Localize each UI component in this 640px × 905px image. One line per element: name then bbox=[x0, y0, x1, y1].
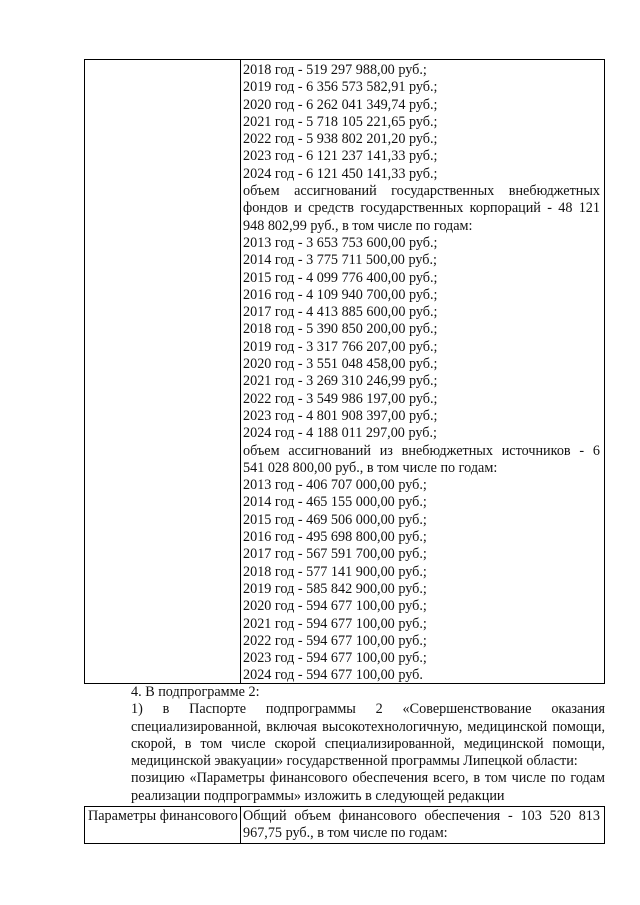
year-line: 2023 год - 6 121 237 141,33 руб.; bbox=[243, 148, 438, 165]
year-line: 2020 год - 6 262 041 349,74 руб.; bbox=[243, 96, 438, 113]
extrabudgetary-years-block bbox=[243, 477, 600, 685]
document-body bbox=[88, 684, 605, 805]
funds-line: 948 802,99 руб., в том числе по годам: bbox=[243, 217, 473, 234]
funds-line: фондов и средств государственных корпораций - 48 121 bbox=[243, 200, 600, 217]
extrabudgetary-line: объем ассигнований из внебюджетных источников - 6 bbox=[243, 442, 600, 459]
year-line: 2019 год - 585 842 900,00 руб.; bbox=[243, 580, 427, 597]
parameters-label: Параметры финансового bbox=[88, 808, 238, 824]
year-line: 2021 год - 594 677 100,00 руб.; bbox=[243, 615, 427, 632]
year-line: 2024 год - 6 121 450 141,33 руб.; bbox=[243, 165, 438, 182]
year-line: 2024 год - 4 188 011 297,00 руб.; bbox=[243, 425, 437, 442]
year-line: 2014 год - 3 775 711 500,00 руб.; bbox=[243, 252, 437, 269]
funds-line: объем ассигнований государственных внебюджетных bbox=[243, 183, 600, 200]
year-line: 2023 год - 4 801 908 397,00 руб.; bbox=[243, 407, 438, 424]
year-line: 2013 год - 3 653 753 600,00 руб.; bbox=[243, 234, 438, 251]
parameters-table bbox=[84, 806, 605, 844]
year-line: 2023 год - 594 677 100,00 руб.; bbox=[243, 650, 427, 667]
extrabudgetary-paragraph bbox=[243, 443, 600, 478]
year-line: 2013 год - 406 707 000,00 руб.; bbox=[243, 477, 427, 494]
year-line: 2024 год - 594 677 100,00 руб. bbox=[243, 667, 423, 684]
funds-years-block bbox=[243, 235, 600, 443]
year-line: 2018 год - 5 390 850 200,00 руб.; bbox=[243, 321, 438, 338]
funds-paragraph bbox=[243, 183, 600, 235]
year-line: 2020 год - 3 551 048 458,00 руб.; bbox=[243, 356, 438, 373]
financing-table bbox=[84, 59, 605, 684]
year-line: 2022 год - 3 549 986 197,00 руб.; bbox=[243, 390, 438, 407]
year-line: 2021 год - 5 718 105 221,65 руб.; bbox=[243, 113, 438, 130]
budget-years-block bbox=[243, 62, 600, 183]
year-line: 2022 год - 5 938 802 201,20 руб.; bbox=[243, 131, 438, 148]
extrabudgetary-line: 541 028 800,00 руб., в том числе по годам: bbox=[243, 459, 498, 476]
position-paragraph: позицию «Параметры финансового обеспечения всего, в том числе по годам реализации подпрограммы» изложить в следующей редакции bbox=[131, 770, 605, 804]
year-line: 2018 год - 577 141 900,00 руб.; bbox=[243, 563, 427, 580]
item-4-heading: 4. В подпрограмме 2: bbox=[131, 684, 260, 700]
column-divider bbox=[240, 807, 241, 843]
year-line: 2018 год - 519 297 988,00 руб.; bbox=[243, 62, 427, 78]
year-line: 2021 год - 3 269 310 246,99 руб.; bbox=[243, 373, 438, 390]
column-divider bbox=[240, 60, 241, 683]
year-line: 2014 год - 465 155 000,00 руб.; bbox=[243, 494, 427, 511]
total-financing-text: Общий объем финансового обеспечения - 103 520 813 967,75 руб., в том числе по годам: bbox=[243, 808, 600, 842]
year-line: 2020 год - 594 677 100,00 руб.; bbox=[243, 598, 427, 615]
year-line: 2022 год - 594 677 100,00 руб.; bbox=[243, 632, 427, 649]
year-line: 2019 год - 6 356 573 582,91 руб.; bbox=[243, 79, 438, 96]
year-line: 2015 год - 4 099 776 400,00 руб.; bbox=[243, 269, 438, 286]
year-line: 2019 год - 3 317 766 207,00 руб.; bbox=[243, 338, 438, 355]
year-line: 2016 год - 495 698 800,00 руб.; bbox=[243, 529, 427, 546]
year-line: 2016 год - 4 109 940 700,00 руб.; bbox=[243, 286, 438, 303]
year-line: 2017 год - 567 591 700,00 руб.; bbox=[243, 546, 427, 563]
financing-values-cell bbox=[243, 62, 600, 685]
year-line: 2015 год - 469 506 000,00 руб.; bbox=[243, 511, 427, 528]
year-line: 2017 год - 4 413 885 600,00 руб.; bbox=[243, 304, 438, 321]
item-1-paragraph: 1) в Паспорте подпрограммы 2 «Совершенствование оказания специализированной, включая высокотехнологичную, медицинской помощи, скорой, в том числе скорой специализированной, медицинской помощи, медицинской эвакуации» государственной программы Липецкой области: bbox=[131, 701, 605, 770]
